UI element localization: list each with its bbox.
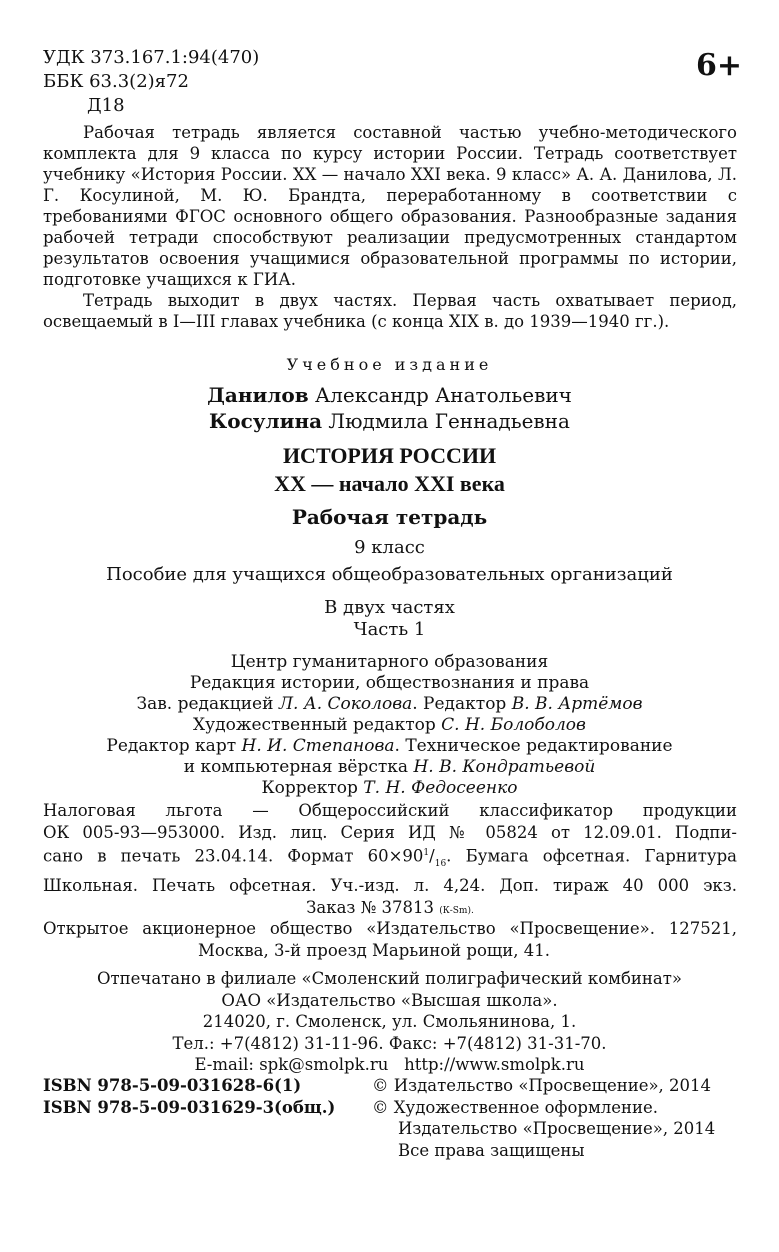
credit-name: Н. В. Кондратьевой xyxy=(413,757,596,777)
staff-maps-editor xyxy=(0,736,779,757)
annotation-paragraph: Рабочая тетрадь является составной частью учебно-методического комплекта для 9 класса по курсу истории России. Тетрадь соответствует учебнику «История России. XX — начало XXI века. 9 класс» А. А. Данилова, Л. Г. Косулиной, М. Ю. Брандта, переработанному в соответствии с требованиями ФГОС основного общего образования. Разнообразные задания рабочей тетради способствуют реализации предусмотренных стандартом результатов освоения учащимися образовательной программы по истории, подготовке учащихся к ГИА. xyxy=(43,123,737,289)
imprint-text: . Бумага офсетная. Гарнитура xyxy=(446,846,738,866)
credit-label: и компьютерная вёрстка xyxy=(183,757,414,777)
bbk-code: ББК 63.3(2)я72 xyxy=(43,71,189,92)
udk-code: УДК 373.167.1:94(470) xyxy=(43,47,260,68)
credit-name: С. Н. Болоболов xyxy=(441,715,586,735)
staff-center: Центр гуманитарного образования xyxy=(230,652,549,672)
grade: 9 класс xyxy=(354,537,425,558)
author-2 xyxy=(0,408,779,434)
authors xyxy=(0,382,779,434)
printer-line: ОАО «Издательство «Высшая школа». xyxy=(221,990,558,1010)
publisher-info xyxy=(43,918,737,962)
staff-credits xyxy=(0,652,779,799)
publisher-line: Москва, 3-й проезд Марьиной рощи, 41. xyxy=(198,941,550,960)
credit-label: Корректор xyxy=(261,778,364,798)
print-imprint xyxy=(43,800,737,922)
imprint-line: Налоговая льгота — Общероссийский классификатор продукции xyxy=(43,801,737,820)
book-title: ИСТОРИЯ РОССИИ xyxy=(282,443,497,468)
printer-line: Отпечатано в филиале «Смоленский полиграфический комбинат» xyxy=(97,969,682,988)
credit-label: . Редактор xyxy=(412,694,512,714)
book-subtitle: Рабочая тетрадь xyxy=(291,505,488,529)
fraction-slash: / xyxy=(429,846,435,866)
order-code: (К-Sm). xyxy=(439,905,474,916)
credit-label: Редактор карт xyxy=(106,736,242,756)
order-text: Заказ № 37813 xyxy=(306,897,440,917)
annotation xyxy=(43,122,737,332)
credit-name: Л. А. Соколова xyxy=(278,694,413,714)
printer-line: 214020, г. Смоленск, ул. Смольянинова, 1. xyxy=(202,1012,577,1031)
copyright-line: © Издательство «Просвещение», 2014 xyxy=(372,1076,712,1095)
credit-name: Т. Н. Федосеенко xyxy=(363,778,518,798)
staff-layout xyxy=(0,757,779,778)
staff-office: Редакция истории, обществознания и права xyxy=(189,673,590,693)
copyright-block xyxy=(372,1075,742,1161)
copyright-line: © Художественное оформление. xyxy=(372,1097,659,1117)
audience: Пособие для учащихся общеобразовательных организаций xyxy=(106,564,673,585)
staff-head-editor xyxy=(0,694,779,715)
staff-proofreader xyxy=(0,778,779,799)
imprint-line: Школьная. Печать офсетная. Уч.-изд. л. 4,24. Доп. тираж 40 000 экз. xyxy=(43,876,737,896)
staff-art-editor xyxy=(0,715,779,736)
annotation-paragraph: Тетрадь выходит в двух частях. Первая часть охватывает период, освещаемый в I—III главах учебника (с конца XIX в. до 1939—1940 гг.). xyxy=(43,291,737,331)
author-surname: Данилов xyxy=(207,383,309,407)
author-mark: Д18 xyxy=(87,95,125,116)
publisher-line: Открытое акционерное общество «Издательство «Просвещение». 127521, xyxy=(43,919,737,938)
credit-name: Н. И. Степанова xyxy=(241,736,395,756)
classification-block xyxy=(43,46,259,118)
imprint-line xyxy=(43,843,737,875)
author-1 xyxy=(0,382,779,408)
fraction-denominator: 16 xyxy=(434,858,447,869)
imprint-text: сано в печать 23.04.14. Формат 60×90 xyxy=(43,846,424,866)
book-title-period: XX — начало XXI века xyxy=(274,471,505,496)
fraction-numerator: 1 xyxy=(423,848,430,858)
credit-name: В. В. Артёмов xyxy=(511,694,643,714)
author-surname: Косулина xyxy=(209,409,323,433)
age-rating: 6+ xyxy=(695,48,742,83)
printer-line: Тел.: +7(4812) 31-11-96. Факс: +7(4812) 31-31-70. xyxy=(172,1033,607,1053)
printer-info xyxy=(0,968,779,1076)
credit-label: Художественный редактор xyxy=(193,715,442,735)
copyright-line: Издательство «Просвещение», 2014 xyxy=(398,1119,716,1138)
isbn-block xyxy=(43,1075,335,1118)
isbn-number: ISBN 978-5-09-031629-3(общ.) xyxy=(43,1097,336,1117)
imprint-line: ОК 005-93—953000. Изд. лиц. Серия ИД № 05824 от 12.09.01. Подпи- xyxy=(43,822,737,842)
edition-type: Учебное издание xyxy=(286,355,493,374)
part-number: Часть 1 xyxy=(353,619,426,640)
isbn-number: ISBN 978-5-09-031628-6(1) xyxy=(43,1076,302,1095)
copyright-line: Все права защищены xyxy=(398,1140,585,1160)
credit-label: Зав. редакцией xyxy=(136,694,279,714)
author-given-name: Людмила Геннадьевна xyxy=(322,409,570,433)
credit-label: . Техническое редактирование xyxy=(394,736,673,756)
printer-line: E-mail: spk@smolpk.ru http://www.smolpk.ru xyxy=(194,1055,585,1074)
author-given-name: Александр Анатольевич xyxy=(308,383,572,407)
parts-count: В двух частях xyxy=(324,597,455,618)
